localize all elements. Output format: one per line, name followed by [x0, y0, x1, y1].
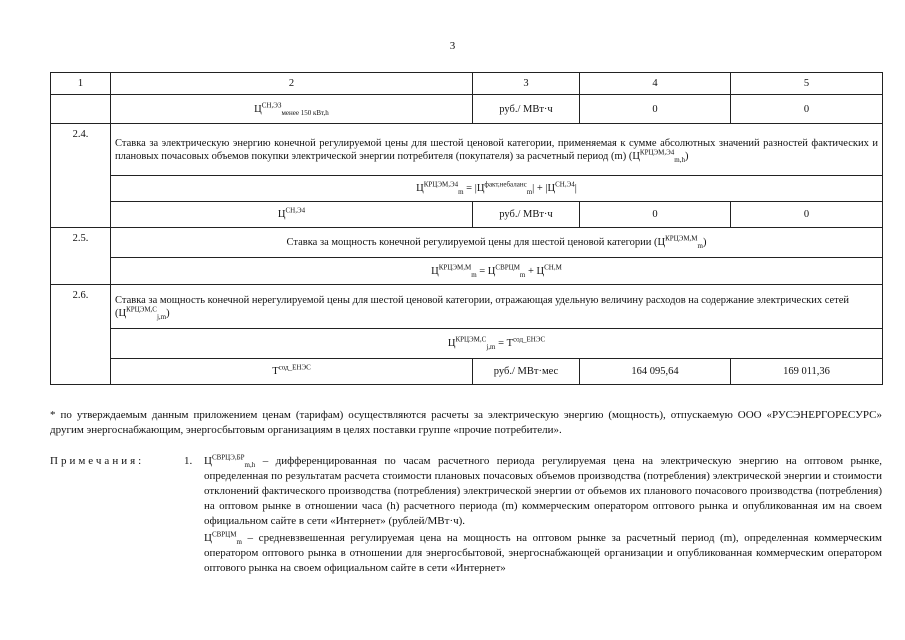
notes-label: Примечания:	[50, 455, 145, 467]
value-cell: 0	[731, 95, 883, 124]
table-row	[51, 95, 883, 124]
header-col-3: 3	[473, 73, 580, 95]
rate-symbol: $Т^{сод\_ЕНЭС}$	[111, 359, 473, 385]
section-number: 2.6.	[51, 285, 111, 385]
value-cell: 0	[580, 95, 731, 124]
value-cell: 164 095,64	[580, 359, 731, 385]
rate-symbol: $Ц^{СН,Э4}$	[111, 202, 473, 228]
formula: $Ц^{КРЦЭМ,Э4}_m = |Ц^{факт,небаланс}_m| + |Ц^{СН,Э4}|$	[111, 176, 883, 202]
formula-row	[51, 258, 883, 285]
unit-cell: руб./ МВт·мес	[473, 359, 580, 385]
formula: $Ц^{КРЦЭМ,М}_m = Ц^{СВРЦМ}_m + Ц^{СН,М}$	[111, 258, 883, 285]
table-header-row	[51, 73, 883, 95]
header-col-1: 1	[51, 73, 111, 95]
notes-index: 1.	[184, 455, 193, 467]
value-cell: 0	[580, 202, 731, 228]
unit-cell: руб./ МВт·ч	[473, 202, 580, 228]
section-row-2-6	[51, 285, 883, 329]
note-paragraph-1: $Ц^{СВРЦЭ,БР}_{m,h}$ – дифференцированная по часам расчетного периода регулируемая цена на электрическую энергию на оптовом рынке, определенная по результатам расчета стоимости плановых почасовых объемов производства (потребления) электрической энергии и стоимости отклонений фактического производства (потребления) электрической энергии от объемов их планового почасового производства (потребления) на оптовом рынке в отношении часа (h) расчетного периода (m) коммерческим оператором оптового рынка и опубликованная им на своем официальном сайте в сети «Интернет» (рублей/МВт·ч).	[204, 453, 882, 527]
formula-row	[51, 329, 883, 359]
unit-cell: руб./ МВт·ч	[473, 95, 580, 124]
value-cell: 0	[731, 202, 883, 228]
section-row-2-5	[51, 228, 883, 258]
section-description: Ставка за электрическую энергию конечной регулируемой цены для шестой ценовой категории, применяемая к сумме абсолютных значений разностей фактических и плановых почасовых объемов покупки электрической энергии потребителя (покупателя) за расчетный период (m) $(Ц^{КРЦЭМ,Э4}_{m,h})$	[111, 124, 883, 176]
section-number: 2.5.	[51, 228, 111, 285]
section-description: Ставка за мощность конечной нерегулируемой цены для шестой ценовой категории, отражающая удельную величину расходов на содержание электрических сетей $(Ц^{КРЦЭМ,С}_{j,m})$	[111, 285, 883, 329]
notes-body	[204, 454, 882, 576]
table-row	[51, 359, 883, 385]
table-row	[51, 202, 883, 228]
page-number: 3	[449, 40, 456, 52]
formula-row	[51, 176, 883, 202]
formula: $Ц^{КРЦЭМ,С}_{j,m} = Т^{сод\_ЕНЭС}$	[111, 329, 883, 359]
value-cell: 169 011,36	[731, 359, 883, 385]
tariff-table	[50, 72, 883, 385]
header-col-5: 5	[731, 73, 883, 95]
section-number: 2.4.	[51, 124, 111, 228]
header-col-2: 2	[111, 73, 473, 95]
header-col-4: 4	[580, 73, 731, 95]
note-paragraph-2: $Ц^{СВРЦМ}_m$ – средневзвешенная регулируемая цена на мощность на оптовом рынке за расчетный период (m), определенная коммерческим оператором оптового рынка в отношении для энергосбытовой, энергоснабжающей организации и опубликованная коммерческим оператором оптового рынка на своем официальном сайте в сети «Интернет»	[204, 530, 882, 574]
section-description: Ставка за мощность конечной регулируемой цены для шестой ценовой категории $(Ц^{КРЦЭМ,М}_m)$	[111, 228, 883, 258]
section-row-2-4	[51, 124, 883, 176]
rate-symbol: $Ц^{СН,ЭЗ}_{менее 150 кВт,h}$	[111, 95, 473, 124]
footnote: * по утверждаемым данным приложением ценам (тарифам) осуществляются расчеты за электрическую энергию (мощность), отпускаемую ООО «РУСЭНЕРГОРЕСУРС» другим энергоснабжающим, энергосбытовым организациям в целях поставки группе «прочие потребители».	[50, 409, 882, 436]
